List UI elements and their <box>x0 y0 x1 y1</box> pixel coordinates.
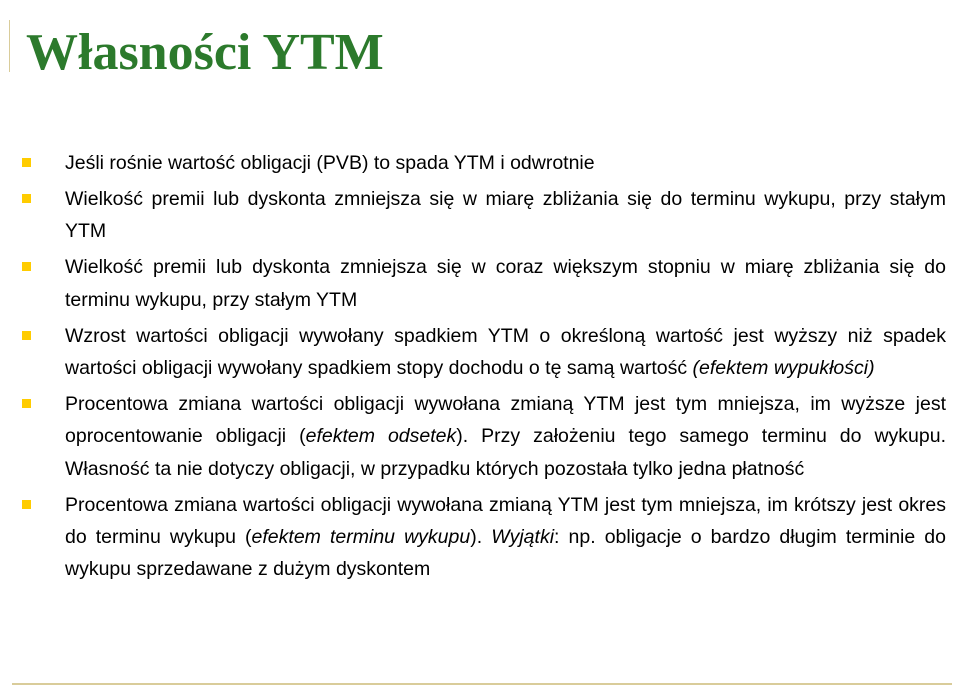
square-bullet-icon <box>22 194 31 203</box>
bullet-text <box>65 393 946 480</box>
title-side-rule <box>9 20 10 72</box>
bullet-item <box>22 251 946 316</box>
bullet-text-italic: (efektem wypukłości) <box>692 356 875 379</box>
square-bullet-icon <box>22 399 31 408</box>
bullet-text-segment: Wzrost wartości obligacji wywołany spadkiem YTM o określoną wartość jest wyższy niż spadek wartości obligacji wywołany spadkiem stopy dochodu o tę samą wartość <box>65 324 946 379</box>
bullet-item <box>22 388 946 485</box>
bullet-list <box>22 147 946 589</box>
bullet-text-segment: Wielkość premii lub dyskonta zmniejsza się w miarę zbliżania się do terminu wykupu, przy stałym YTM <box>65 187 946 243</box>
slide-title: Własności YTM <box>26 24 384 81</box>
bullet-text-segment: ). <box>470 525 492 548</box>
bullet-item <box>22 183 946 248</box>
bullet-text <box>65 256 946 310</box>
bullet-text-italic: Wyjątki <box>491 525 555 548</box>
bullet-text-segment: : np. obligacje o bardzo długim terminie do wykupu sprzedawane z dużym dyskontem <box>65 525 946 581</box>
bullet-text-segment: ). Przy założeniu tego samego terminu do wykupu. Własność ta nie dotyczy obligacji, w przypadku których pozostała tylko jedna płatność <box>65 425 946 480</box>
bullet-text-segment: Jeśli rośnie wartość obligacji (PVB) to spada YTM i odwrotnie <box>65 152 595 174</box>
bullet-text <box>65 152 595 174</box>
bullet-text-segment: Procentowa zmiana wartości obligacji wywołana zmianą YTM jest tym mniejsza, im wyższe jest oprocentowanie obligacji ( <box>65 392 946 448</box>
bullet-text <box>65 325 946 379</box>
bullet-text-segment: Wielkość premii lub dyskonta zmniejsza się w coraz większym stopniu w miarę zbliżania się do terminu wykupu, przy stałym YTM <box>65 256 946 311</box>
bullet-text-italic: efektem odsetek <box>305 425 457 448</box>
bullet-text <box>65 494 946 581</box>
bullet-item <box>22 489 946 586</box>
bullet-item <box>22 147 946 179</box>
bullet-text-segment: Procentowa zmiana wartości obligacji wywołana zmianą YTM jest tym mniejsza, im krótszy jest okres do terminu wykupu ( <box>65 493 946 548</box>
square-bullet-icon <box>22 331 31 340</box>
bottom-divider <box>12 683 952 685</box>
square-bullet-icon <box>22 500 31 509</box>
bullet-text <box>65 188 946 242</box>
square-bullet-icon <box>22 262 31 271</box>
square-bullet-icon <box>22 158 31 167</box>
bullet-text-italic: efektem terminu wykupu <box>251 525 471 548</box>
bullet-item <box>22 320 946 385</box>
